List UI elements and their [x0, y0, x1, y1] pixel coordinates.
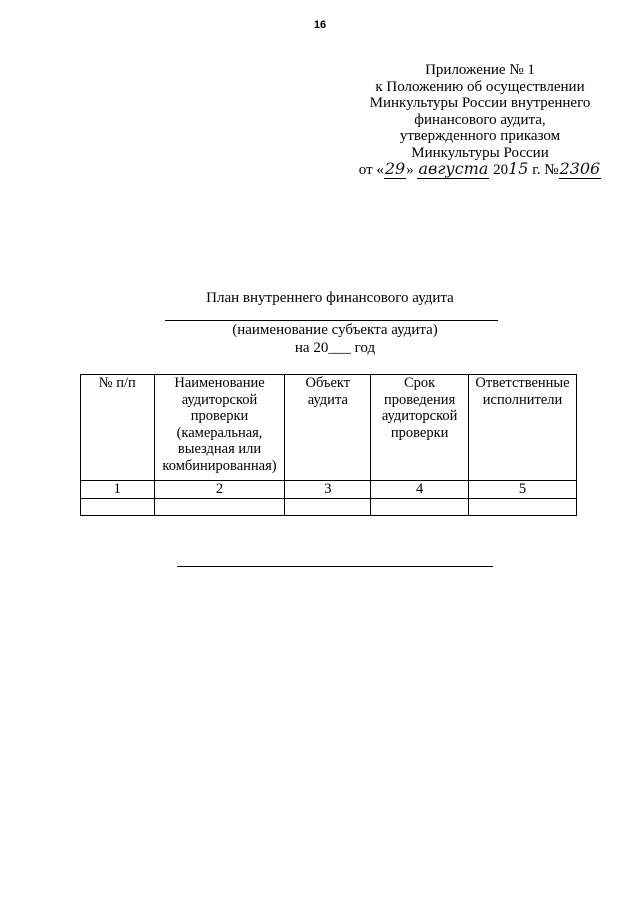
- order-prefix: от «: [358, 162, 384, 178]
- header-cell-responsible: Ответственные исполнители: [469, 375, 577, 481]
- column-number: 1: [81, 481, 155, 499]
- empty-cell: [469, 498, 577, 515]
- table-empty-row: [81, 498, 577, 515]
- header-cell-audit-object: Объект аудита: [285, 375, 371, 481]
- header-cell-number: № п/п: [81, 375, 155, 481]
- column-number: 2: [154, 481, 285, 499]
- order-year-handwritten: 15: [508, 159, 529, 178]
- page-number: 16: [313, 19, 327, 31]
- plan-title: План внутреннего финансового аудита: [206, 290, 454, 306]
- header-cell-audit-term: Срок проведения аудиторской проверки: [371, 375, 469, 481]
- order-number-handwritten: 2306: [559, 159, 601, 178]
- closing-line: [177, 566, 493, 567]
- table-number-row: [81, 481, 577, 499]
- column-number: 3: [285, 481, 371, 499]
- appendix-line: финансового аудита,: [414, 111, 546, 128]
- appendix-line: Минкультуры России: [411, 144, 549, 161]
- empty-cell: [154, 498, 285, 515]
- appendix-line: к Положению об осуществлении: [375, 78, 585, 95]
- empty-cell: [81, 498, 155, 515]
- header-cell-audit-name: Наименование аудиторской проверки (камеральная, выездная или комбинированная): [154, 375, 285, 481]
- appendix-block: [330, 62, 630, 179]
- appendix-line: утвержденного приказом: [399, 128, 561, 144]
- order-date-line: [330, 161, 630, 179]
- order-quote-close: »: [406, 162, 414, 178]
- audit-plan-table: [80, 374, 577, 516]
- column-number: 5: [469, 481, 577, 499]
- subject-underline: [165, 320, 498, 321]
- order-month-handwritten: августа: [418, 159, 489, 178]
- year-line: на 20___ год: [294, 340, 376, 356]
- appendix-line: Приложение № 1: [425, 62, 535, 78]
- appendix-line: Минкультуры России внутреннего: [369, 95, 591, 111]
- order-number-label: г. №: [532, 162, 559, 178]
- empty-cell: [285, 498, 371, 515]
- empty-cell: [371, 498, 469, 515]
- table-header-row: [81, 375, 577, 481]
- column-number: 4: [371, 481, 469, 499]
- order-year-start: 20: [493, 162, 509, 178]
- order-day-handwritten: 29: [384, 159, 406, 178]
- subject-caption: (наименование субъекта аудита): [232, 322, 438, 338]
